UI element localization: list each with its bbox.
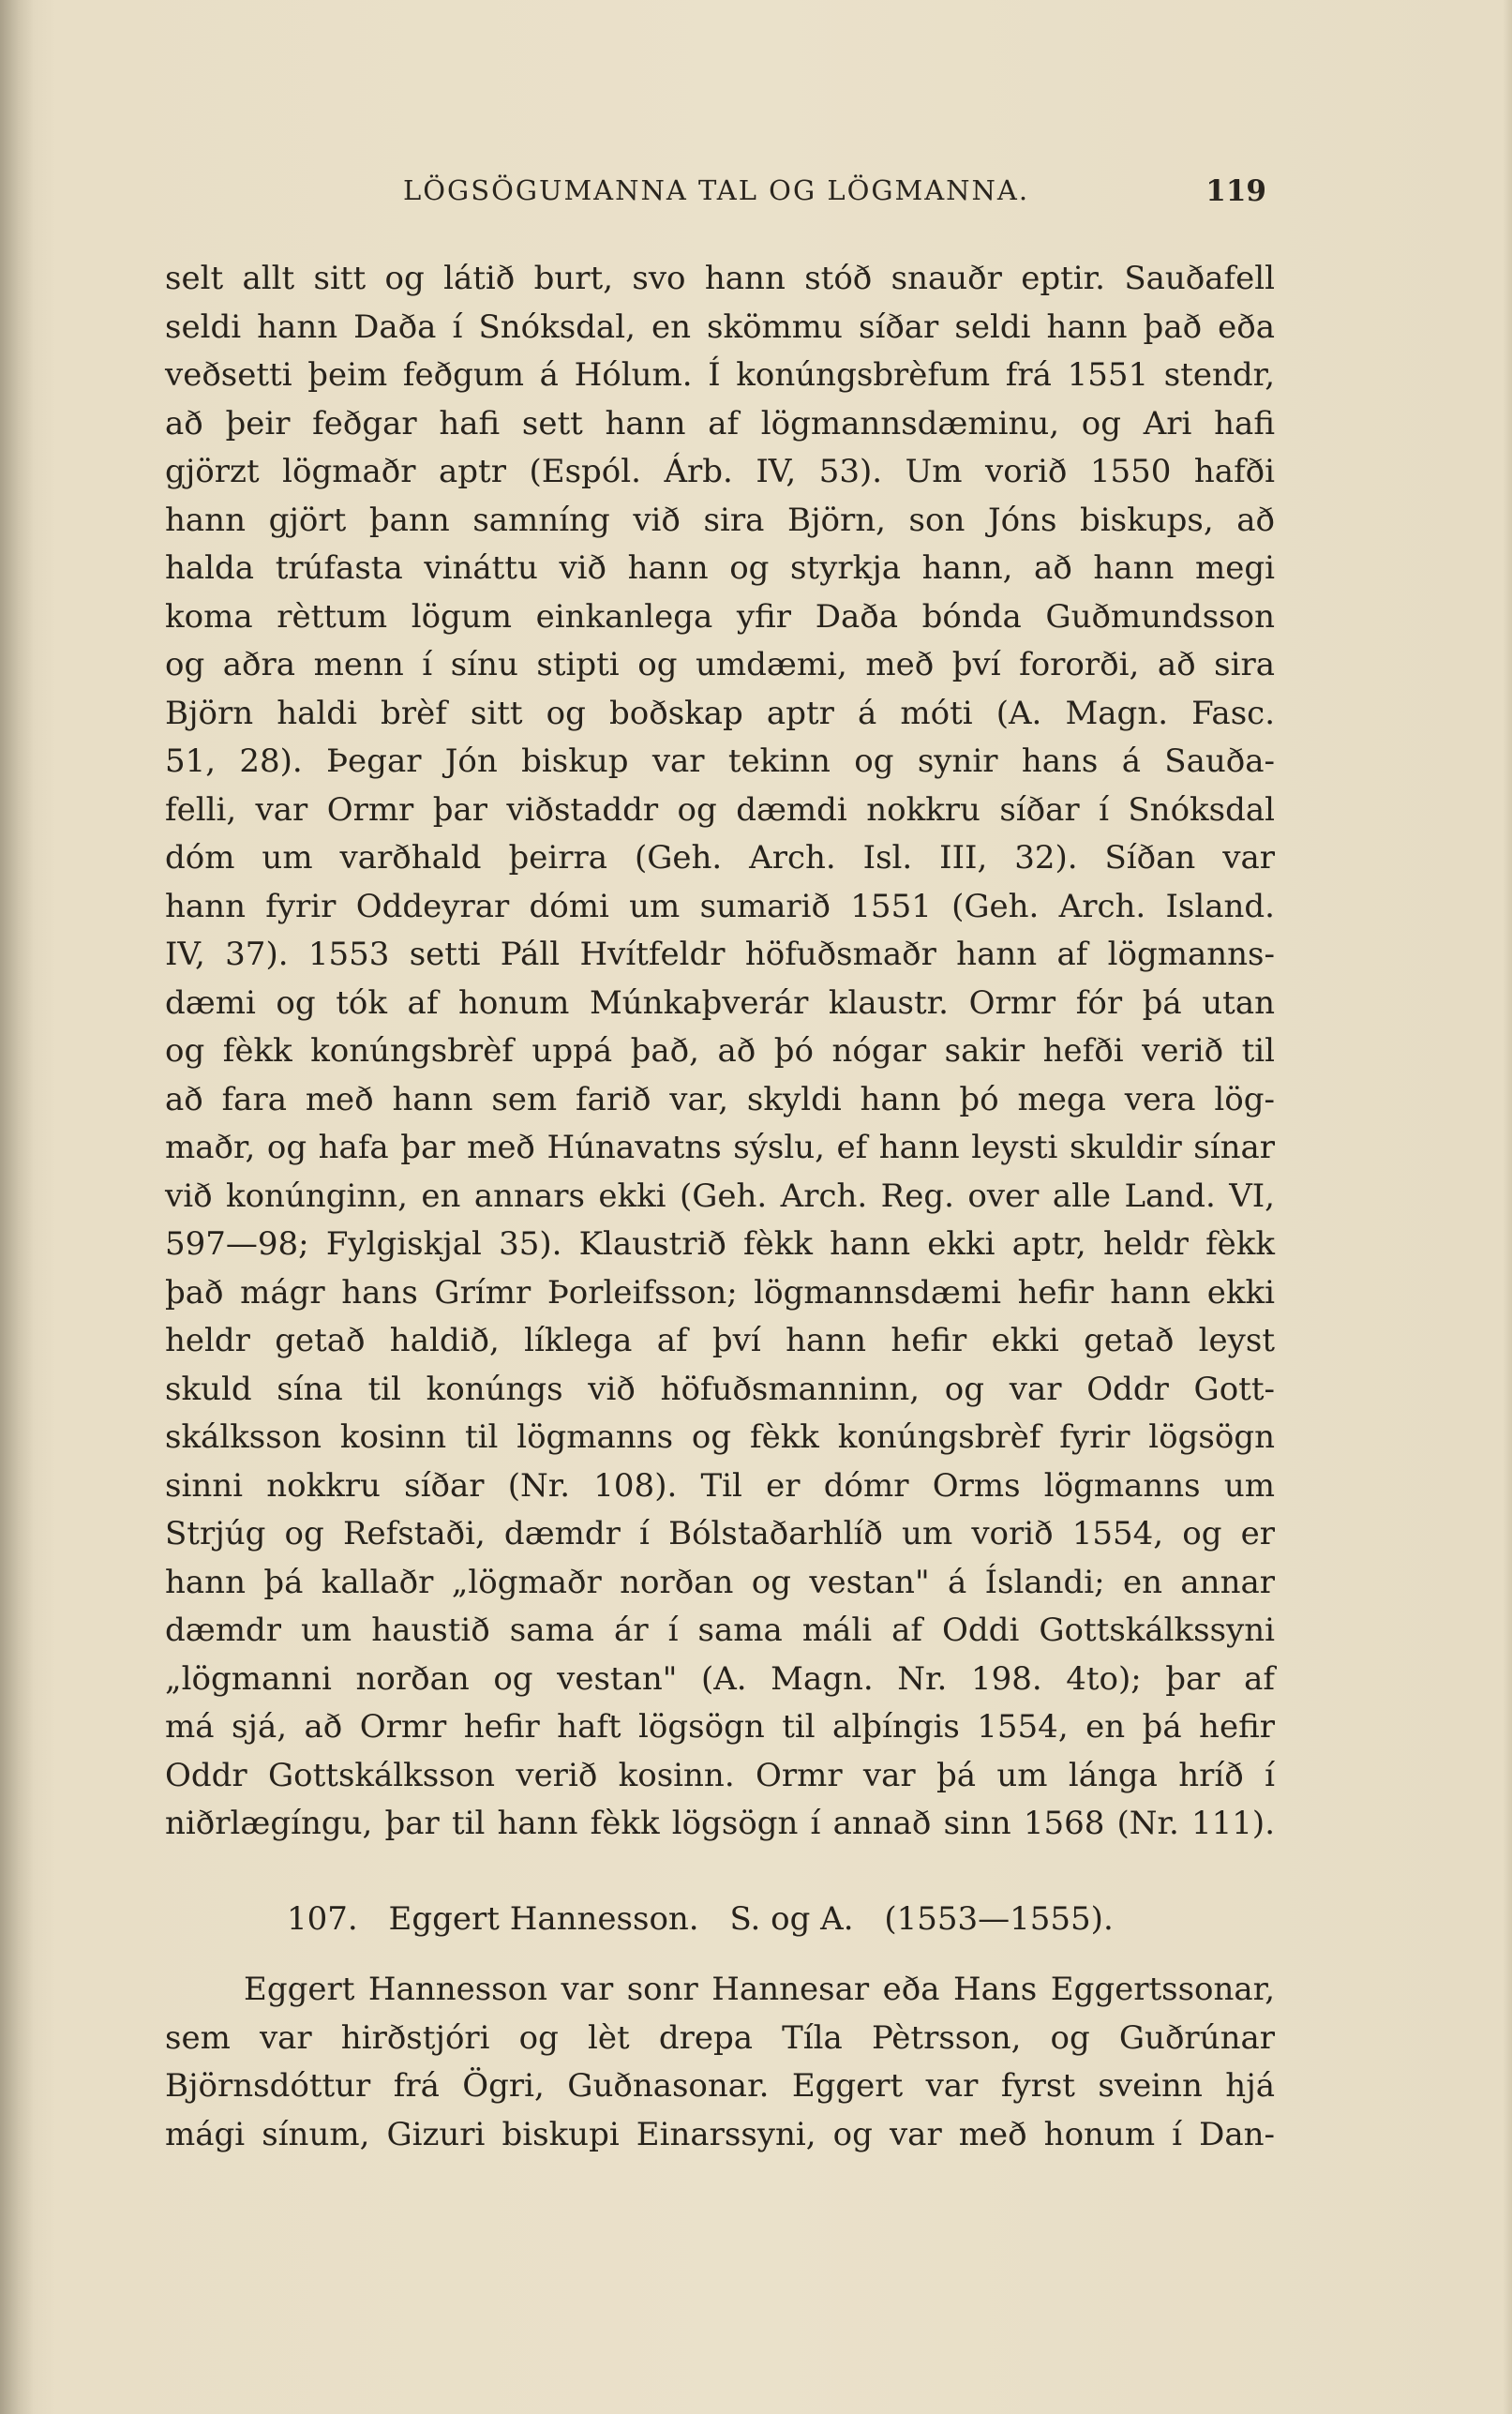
entry-heading [165,1896,1275,1944]
text-line: koma rèttum lögum einkanlega yfir Daða bónda Guðmundsson [165,597,1275,636]
entry-role: S. og A. [729,1899,854,1938]
text-line: veðsetti þeim feðgum á Hólum. Í konúngsbrèfum frá 1551 stendr, [165,356,1275,394]
text-line: við konúnginn, en annars ekki (Geh. Arch. Reg. over alle Land. VI, [165,1177,1275,1215]
page-number: 119 [1205,174,1266,208]
binding-shadow [0,0,34,2414]
text-line: maðr, og hafa þar með Húnavatns sýslu, ef hann leysti skuldir sínar [165,1129,1275,1166]
text-line: seldi hann Daða í Snóksdal, en skömmu síðar seldi hann það eða [165,307,1275,346]
text-line: 51, 28). Þegar Jón biskup var tekinn og synir hans á Sauða- [165,742,1275,780]
entry-number: 107. [287,1899,358,1938]
entry-years: (1553—1555). [884,1899,1114,1938]
paragraph-orms [165,255,1275,1849]
text-line: niðrlægíngu, þar til hann fèkk lögsögn í annað sinn 1568 (Nr. 111). [165,1805,1275,1842]
text-line: halda trúfasta vináttu við hann og styrkja hann, að hann megi [165,549,1275,587]
body-text [165,255,1275,2159]
text-line: mági sínum, Gizuri biskupi Einarssyni, og var með honum í Dan- [165,2115,1275,2153]
text-line: Oddr Gottskálksson verið kosinn. Ormr var þá um lánga hríð í [165,1756,1275,1794]
text-line: selt allt sitt og látið burt, svo hann stóð snauðr eptir. Sauðafell [165,260,1275,297]
text-line: sem var hirðstjóri og lèt drepa Tíla Pètrsson, og Guðrúnar [165,2018,1275,2057]
entry-name: Eggert Hannesson. [388,1899,699,1938]
text-line: Strjúg og Refstaði, dæmdr í Bólstaðarhlíð um vorið 1554, og er [165,1515,1275,1552]
text-line: skálksson kosinn til lögmanns og fèkk konúngsbrèf fyrir lögsögn [165,1418,1275,1456]
text-line: skuld sína til konúngs við höfuðsmanninn, og var Oddr Gott- [165,1370,1275,1408]
text-line: IV, 37). 1553 setti Páll Hvítfeldr höfuðsmaðr hann af lögmanns- [165,936,1275,973]
text-line: gjörzt lögmaðr aptr (Espól. Árb. IV, 53). Um vorið 1550 hafði [165,453,1275,490]
text-line: dæmi og tók af honum Múnkaþverár klaustr. Ormr fór þá utan [165,983,1275,1022]
text-line: hann fyrir Oddeyrar dómi um sumarið 1551 (Geh. Arch. Island. [165,887,1275,925]
running-title: LÖGSÖGUMANNA TAL OG LÖGMANNA. [403,174,1030,206]
text-line: Björn haldi brèf sitt og boðskap aptr á móti (A. Magn. Fasc. [165,694,1275,732]
text-line: og fèkk konúngsbrèf uppá það, að þó nógar sakir hefði verið til [165,1032,1275,1070]
text-line: sinni nokkru síðar (Nr. 108). Til er dómr Orms lögmanns um [165,1466,1275,1505]
page-header [169,174,1266,212]
text-line: má sjá, að Ormr hefir haft lögsögn til alþíngis 1554, en þá hefir [165,1708,1275,1746]
paragraph-eggert [165,1966,1275,2159]
text-line: „lögmanni norðan og vestan" (A. Magn. Nr. 198. 4to); þar af [165,1659,1275,1698]
text-line: Eggert Hannesson var sonr Hannesar eða Hans Eggertssonar, [244,1971,1275,2008]
page-edge [1503,0,1512,2414]
text-line: Björnsdóttur frá Ögri, Guðnasonar. Eggert var fyrst sveinn hjá [165,2067,1275,2105]
text-line: að fara með hann sem farið var, skyldi hann þó mega vera lög- [165,1080,1275,1118]
text-line: hann þá kallaðr „lögmaðr norðan og vestan" á Íslandi; en annar [165,1563,1275,1601]
text-line: felli, var Ormr þar viðstaddr og dæmdi nokkru síðar í Snóksdal [165,790,1275,829]
text-line: dóm um varðhald þeirra (Geh. Arch. Isl. III, 32). Síðan var [165,839,1275,877]
text-line: dæmdr um haustið sama ár í sama máli af Oddi Gottskálkssyni [165,1612,1275,1649]
text-line: það mágr hans Grímr Þorleifsson; lögmannsdæmi hefir hann ekki [165,1273,1275,1312]
text-line: 597—98; Fylgiskjal 35). Klaustrið fèkk hann ekki aptr, heldr fèkk [165,1225,1275,1263]
text-line: heldr getað haldið, líklega af því hann hefir ekki getað leyst [165,1322,1275,1359]
text-line: hann gjört þann samníng við sira Björn, son Jóns biskups, að [165,501,1275,539]
text-line: að þeir feðgar hafi sett hann af lögmannsdæminu, og Ari hafi [165,404,1275,442]
text-line: og aðra menn í sínu stipti og umdæmi, með því fororði, að sira [165,646,1275,683]
